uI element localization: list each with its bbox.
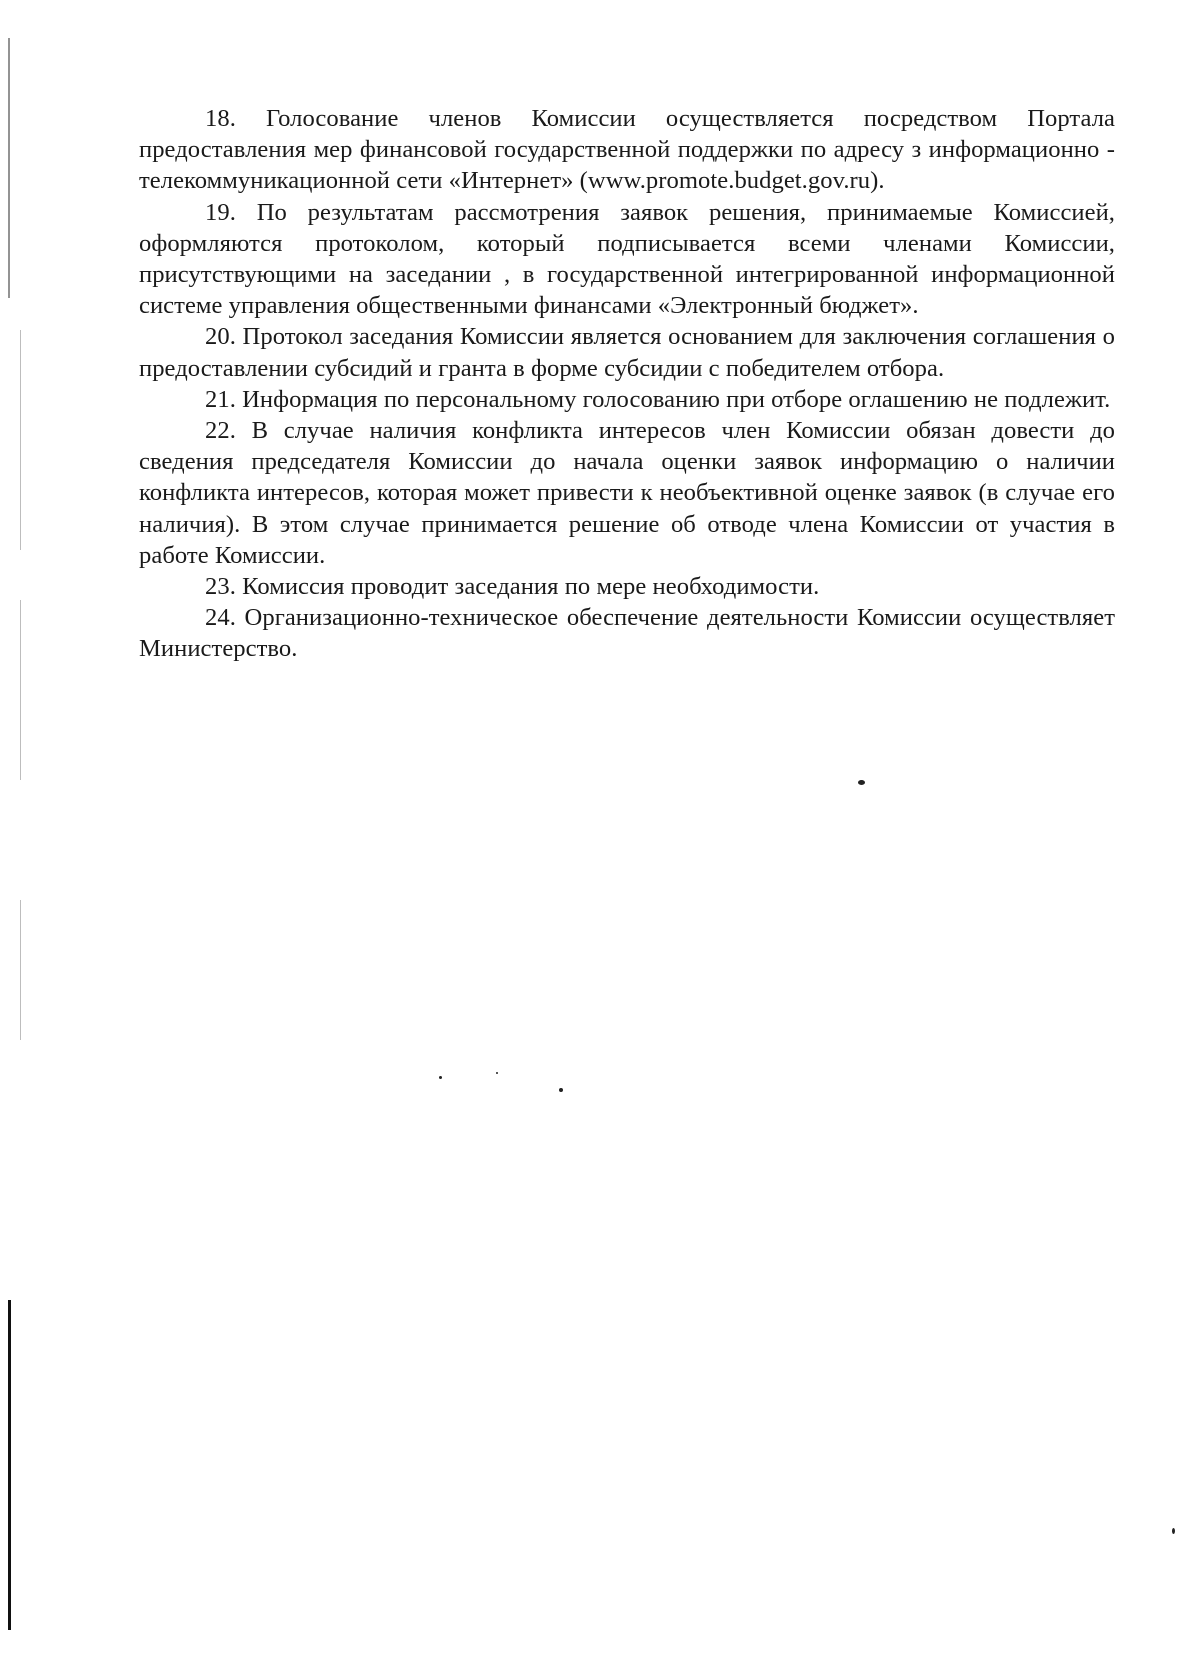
paragraph-text: По результатам рассмотрения заявок решения, принимаемые Комиссией, оформляются протоколом, который подписывается всеми членами Комиссии, присутствующими на заседании , в государственной интегрированной информационной системе управления общественными финансами «Электронный бюджет». — [139, 198, 1115, 320]
paragraph-number: 18. — [205, 105, 236, 132]
paragraph-text: Информация по персональному голосованию при отборе оглашению не подлежит. — [242, 385, 1111, 413]
paragraph-text: В случае наличия конфликта интересов член Комиссии обязан довести до сведения председателя Комиссии до начала оценки заявок информацию о наличии конфликта интересов, которая может привести к необъективной оценке заявок (в случае его наличия). В этом случае принимается решение об отводе члена Комиссии от участия в работе Комиссии. — [139, 417, 1115, 569]
paragraph-number: 19. — [205, 198, 236, 226]
scan-artifact-line — [20, 600, 21, 780]
scan-edge-bottom — [8, 1300, 11, 1630]
paragraph-number: 21. — [205, 385, 236, 413]
scan-speck — [439, 1076, 442, 1079]
scan-speck — [496, 1072, 498, 1074]
paragraph-number: 22. — [205, 417, 236, 445]
paragraph-text: Комиссия проводит заседания по мере необходимости. — [242, 573, 820, 601]
scan-speck — [559, 1088, 563, 1092]
paragraph-20 — [139, 321, 1115, 383]
scan-speck — [858, 780, 865, 785]
scan-artifact-line — [20, 330, 21, 550]
paragraph-24 — [139, 602, 1115, 664]
scan-artifact-line — [20, 900, 21, 1040]
paragraph-23 — [139, 571, 1115, 602]
paragraph-text: Организационно-техническое обеспечение деятельности Комиссии осуществляет Министерство. — [139, 604, 1116, 663]
paragraph-number: 24. — [205, 604, 236, 632]
paragraph-22 — [139, 415, 1115, 571]
document-body — [139, 103, 1115, 665]
paragraph-18 — [139, 103, 1115, 197]
paragraph-19 — [139, 197, 1115, 322]
scan-edge-top — [8, 38, 10, 298]
paragraph-text: Протокол заседания Комиссии является основанием для заключения соглашения о предоставлении субсидий и гранта в форме субсидии с победителем отбора. — [139, 323, 1115, 382]
paragraph-21 — [139, 384, 1115, 415]
paragraph-number: 20. — [205, 323, 236, 351]
paragraph-number: 23. — [205, 573, 236, 601]
scan-speck — [1172, 1528, 1175, 1534]
paragraph-text: Голосование членов Комиссии осуществляется посредством Портала предоставления мер финансовой государственной поддержки по адресу з информационно - телекоммуникационной сети «Интернет» (www.promote.budget.gov.ru). — [139, 105, 1115, 195]
